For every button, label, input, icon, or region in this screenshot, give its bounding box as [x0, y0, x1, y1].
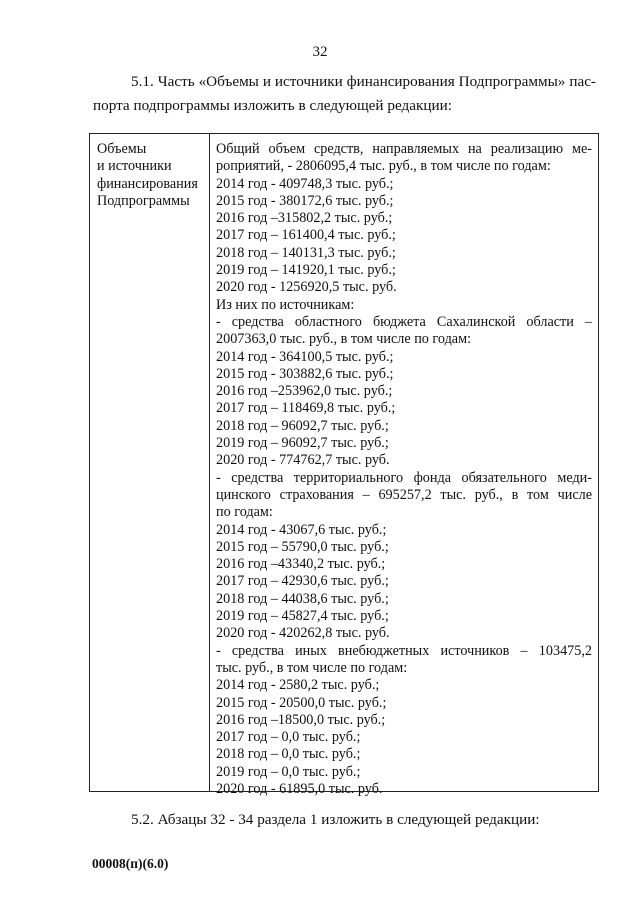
content-line: роприятий, - 2806095,4 тыс. руб., в том числе по годам: — [216, 158, 551, 175]
content-line: - средства областного бюджета Сахалинской области – — [216, 313, 592, 330]
content-line: 2020 год - 61895,0 тыс. руб. — [216, 780, 383, 797]
table-label-cell — [97, 141, 209, 210]
content-line: цинского страхования – 695257,2 тыс. руб., в том числе — [216, 486, 592, 503]
content-line: 2014 год - 409748,3 тыс. руб.; — [216, 175, 394, 192]
content-line: 2019 год – 141920,1 тыс. руб.; — [216, 262, 396, 279]
content-line: Из них по источникам: — [216, 296, 355, 313]
content-line: - средства территориального фонда обязательного меди- — [216, 469, 592, 486]
label-line: Объемы — [97, 141, 147, 157]
intro-paragraph — [93, 70, 596, 118]
label-line: финансирования — [97, 175, 198, 192]
content-line: 2015 год - 303882,6 тыс. руб.; — [216, 365, 394, 382]
content-line: 2007363,0 тыс. руб., в том числе по годам: — [216, 331, 472, 348]
section-paragraph: 5.2. Абзацы 32 - 34 раздела 1 изложить в следующей редакции: — [131, 811, 540, 828]
content-line: 2015 год - 20500,0 тыс. руб.; — [216, 694, 387, 711]
financing-table — [89, 133, 599, 797]
content-line: 2020 год - 774762,7 тыс. руб. — [216, 452, 390, 469]
content-line: 2018 год – 44038,6 тыс. руб.; — [216, 590, 389, 607]
content-line: 2016 год –18500,0 тыс. руб.; — [216, 711, 386, 728]
content-line: Общий объем средств, направляемых на реализацию ме- — [216, 141, 592, 157]
content-line: 2018 год – 96092,7 тыс. руб.; — [216, 417, 389, 434]
column-divider — [209, 134, 210, 791]
content-line: по годам: — [216, 504, 273, 521]
content-line: 2020 год - 1256920,5 тыс. руб. — [216, 279, 397, 296]
content-line: 2014 год - 43067,6 тыс. руб.; — [216, 521, 387, 538]
content-line: 2017 год – 42930,6 тыс. руб.; — [216, 573, 389, 590]
content-line: - средства иных внебюджетных источников – 103475,2 — [216, 642, 592, 659]
content-line: 2020 год - 420262,8 тыс. руб. — [216, 625, 390, 642]
content-line: 2017 год – 161400,4 тыс. руб.; — [216, 227, 396, 244]
document-code: 00008(п)(6.0) — [92, 856, 169, 871]
content-line: 2014 год - 364100,5 тыс. руб.; — [216, 348, 394, 365]
table-content-cell — [216, 141, 592, 798]
content-line: 2015 год - 380172,6 тыс. руб.; — [216, 192, 394, 209]
label-line: Подпрограммы — [97, 192, 190, 209]
content-line: 2017 год – 118469,8 тыс. руб.; — [216, 400, 396, 417]
content-line: 2019 год – 0,0 тыс. руб.; — [216, 763, 361, 780]
content-line: 2019 год – 45827,4 тыс. руб.; — [216, 608, 389, 625]
content-line: 2014 год - 2580,2 тыс. руб.; — [216, 677, 380, 694]
content-line: 2016 год –43340,2 тыс. руб.; — [216, 556, 386, 573]
content-line: 2016 год –315802,2 тыс. руб.; — [216, 210, 393, 227]
intro-line: 5.1. Часть «Объемы и источники финансирования Подпрограммы» пас- — [131, 73, 596, 90]
content-line: 2016 год –253962,0 тыс. руб.; — [216, 383, 393, 400]
intro-line: порта подпрограммы изложить в следующей редакции: — [93, 97, 452, 114]
label-line: и источники — [97, 158, 172, 175]
content-line: 2019 год – 96092,7 тыс. руб.; — [216, 435, 389, 452]
page-number: 32 — [312, 44, 328, 60]
content-line: тыс. руб., в том числе по годам: — [216, 659, 408, 676]
content-line: 2017 год – 0,0 тыс. руб.; — [216, 729, 361, 746]
content-line: 2018 год – 0,0 тыс. руб.; — [216, 746, 361, 763]
content-line: 2018 год – 140131,3 тыс. руб.; — [216, 244, 396, 261]
content-line: 2015 год – 55790,0 тыс. руб.; — [216, 538, 389, 555]
